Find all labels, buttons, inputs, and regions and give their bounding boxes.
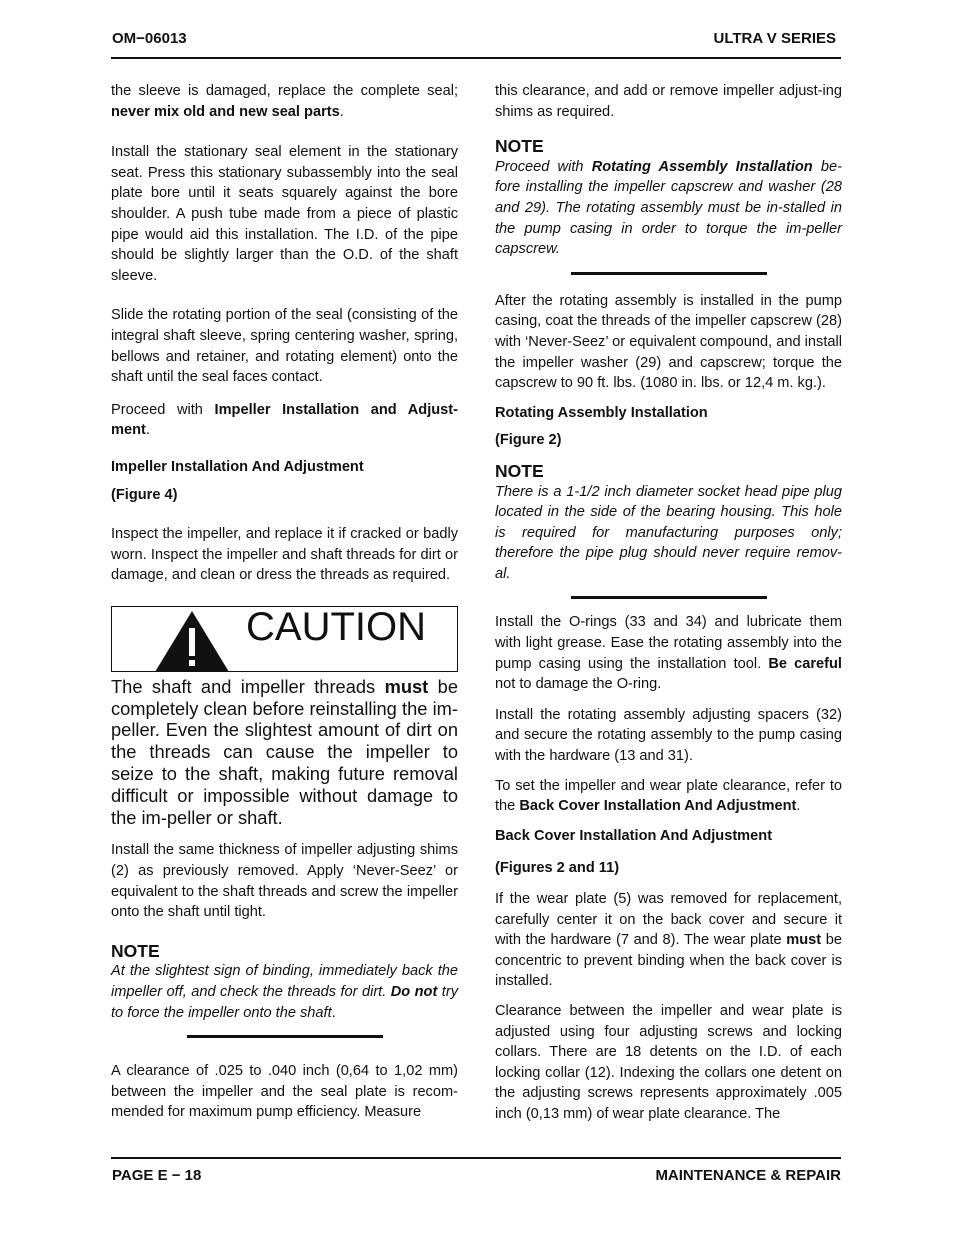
page-number: PAGE E − 18 bbox=[112, 1167, 202, 1184]
text: the sleeve is damaged, replace the complete seal; bbox=[111, 83, 458, 99]
paragraph: A clearance of .025 to .040 inch (0,64 to 1,02 mm) between the impeller and the seal plate is recom-mended for maximum pump efficiency. Measure bbox=[111, 1063, 458, 1121]
paragraph: Install the same thickness of impeller adjusting shims (2) as previously removed. Apply ‘Never-Seez’ or equivalent to the shaft threads and screw the impeller onto the shaft until tight. bbox=[111, 842, 458, 921]
text: try to force the impeller onto the shaft bbox=[111, 984, 458, 1021]
section-title: MAINTENANCE & REPAIR bbox=[655, 1167, 841, 1184]
text: . bbox=[331, 1004, 336, 1021]
text: The shaft and impeller threads bbox=[111, 675, 385, 697]
paragraph: Slide the rotating portion of the seal (consisting of the integral shaft sleeve, spring centering washer, spring, bellows and retainer, and rotating element) onto the shaft until the seal faces contact. bbox=[111, 307, 458, 386]
text: . bbox=[339, 103, 344, 120]
note-title: NOTE bbox=[495, 460, 544, 481]
text: At the slightest sign of binding, immediately back the impeller off, and check the threads for dirt. bbox=[111, 963, 458, 1001]
bold-text: Back Cover Installation And Adjustment bbox=[519, 798, 797, 815]
note-title: NOTE bbox=[111, 940, 160, 961]
section-heading: Back Cover Installation And Adjustment bbox=[495, 827, 773, 844]
paragraph: After the rotating assembly is installed in the pump casing, coat the threads of the impeller capscrew (28) with ‘Never-Seez’ or equivalent compound, and install the impeller washer (29) and capscrew; torque the capscrew to 90 ft. lbs. (1080 in. lbs. or 12,4 m. kg.). bbox=[495, 292, 842, 392]
text: If the wear plate (5) was removed for replacement, carefully center it on the back cover and secure it with the hardware (7 and 8). The wear plate bbox=[495, 891, 842, 949]
note-body bbox=[111, 961, 458, 1023]
section-heading: Rotating Assembly Installation bbox=[495, 404, 708, 421]
bold-text: Rotating Assembly Installation bbox=[591, 158, 813, 175]
figure-reference: (Figures 2 and 11) bbox=[495, 860, 620, 877]
figure-reference: (Figure 2) bbox=[495, 432, 562, 449]
paragraph: Clearance between the impeller and wear plate is adjusted using four adjusting screws and locking collars. There are 18 detents on the I.D. of each locking collar (12). Indexing the collars one detent on the adjusting screws represents approximately .005 inch (0,13 mm) of wear plate clearance. The bbox=[495, 1002, 842, 1122]
note-separator bbox=[571, 272, 767, 275]
paragraph: this clearance, and add or remove impeller adjust-ing shims as required. bbox=[495, 83, 842, 120]
bold-text: Impeller Installation and Adjust-ment bbox=[111, 401, 459, 439]
text: be concentric to prevent binding when the back cover is installed. bbox=[495, 932, 842, 990]
footer-rule bbox=[111, 1157, 841, 1159]
bold-text: must bbox=[384, 675, 429, 697]
paragraph bbox=[111, 81, 458, 122]
text: be-fore installing the impeller capscrew and washer (28 and 29). The rotating assembly must be in-stalled in the pump casing in order to torque the im-peller capscrew. bbox=[495, 158, 842, 258]
right-column bbox=[495, 81, 842, 1125]
paragraph: Install the rotating assembly adjusting spacers (32) and secure the rotating assembly to the pump casing with the hardware (13 and 31). bbox=[495, 706, 842, 765]
text: Proceed with bbox=[111, 401, 215, 418]
text: . bbox=[796, 798, 801, 815]
document-id: OM−06013 bbox=[112, 30, 187, 47]
note-body bbox=[495, 157, 842, 260]
caution-banner bbox=[111, 606, 458, 672]
bold-text: must bbox=[786, 932, 822, 949]
text: not to damage the O-ring. bbox=[495, 676, 662, 693]
caution-label: CAUTION bbox=[246, 604, 426, 649]
note-separator bbox=[187, 1035, 383, 1038]
paragraph: Inspect the impeller, and replace it if cracked or badly worn. Inspect the impeller and shaft threads for dirt or damage, and clean or dress the threads as required. bbox=[111, 526, 458, 584]
section-heading: Impeller Installation And Adjustment bbox=[111, 458, 364, 475]
bold-text: Do not bbox=[390, 984, 438, 1001]
left-column bbox=[111, 81, 458, 1123]
bold-text: Be careful bbox=[768, 655, 842, 672]
text: Proceed with bbox=[495, 158, 592, 175]
paragraph bbox=[495, 889, 842, 992]
paragraph bbox=[111, 400, 458, 441]
figure-reference: (Figure 4) bbox=[111, 486, 178, 503]
caution-text bbox=[111, 676, 458, 829]
series-title: ULTRA V SERIES bbox=[713, 30, 836, 47]
paragraph bbox=[495, 776, 842, 817]
text: . bbox=[145, 422, 150, 439]
note-separator bbox=[571, 596, 767, 599]
note-body: There is a 1-1/2 inch diameter socket head pipe plug located in the side of the bearing housing. This hole is required for manufacturing purposes only; therefore the pipe plug should never require remov-al. bbox=[495, 483, 842, 582]
text: To set the impeller and wear plate clearance, refer to the bbox=[495, 777, 842, 815]
paragraph bbox=[495, 612, 842, 694]
note-title: NOTE bbox=[495, 136, 544, 157]
text: be completely clean before reinstalling the im-peller. Even the slightest amount of dirt on the threads can cause the impeller to seize to the shaft, making future removal difficult or impossible without damage to the im-peller or shaft. bbox=[111, 675, 458, 828]
bold-text: never mix old and new seal parts bbox=[111, 103, 340, 120]
warning-triangle-icon bbox=[154, 611, 230, 673]
text: Install the O-rings (33 and 34) and lubricate them with light grease. Ease the rotating assembly into the pump casing using the installation tool. bbox=[495, 614, 842, 672]
header-rule bbox=[111, 57, 841, 59]
paragraph: Install the stationary seal element in the stationary seat. Press this stationary subassembly into the seal plate bore until it seats squarely against the bore shoulder. A push tube made from a piece of plastic pipe would aid this installation. The I.D. of the pipe should be slightly larger than the O.D. of the shaft sleeve. bbox=[111, 144, 458, 284]
